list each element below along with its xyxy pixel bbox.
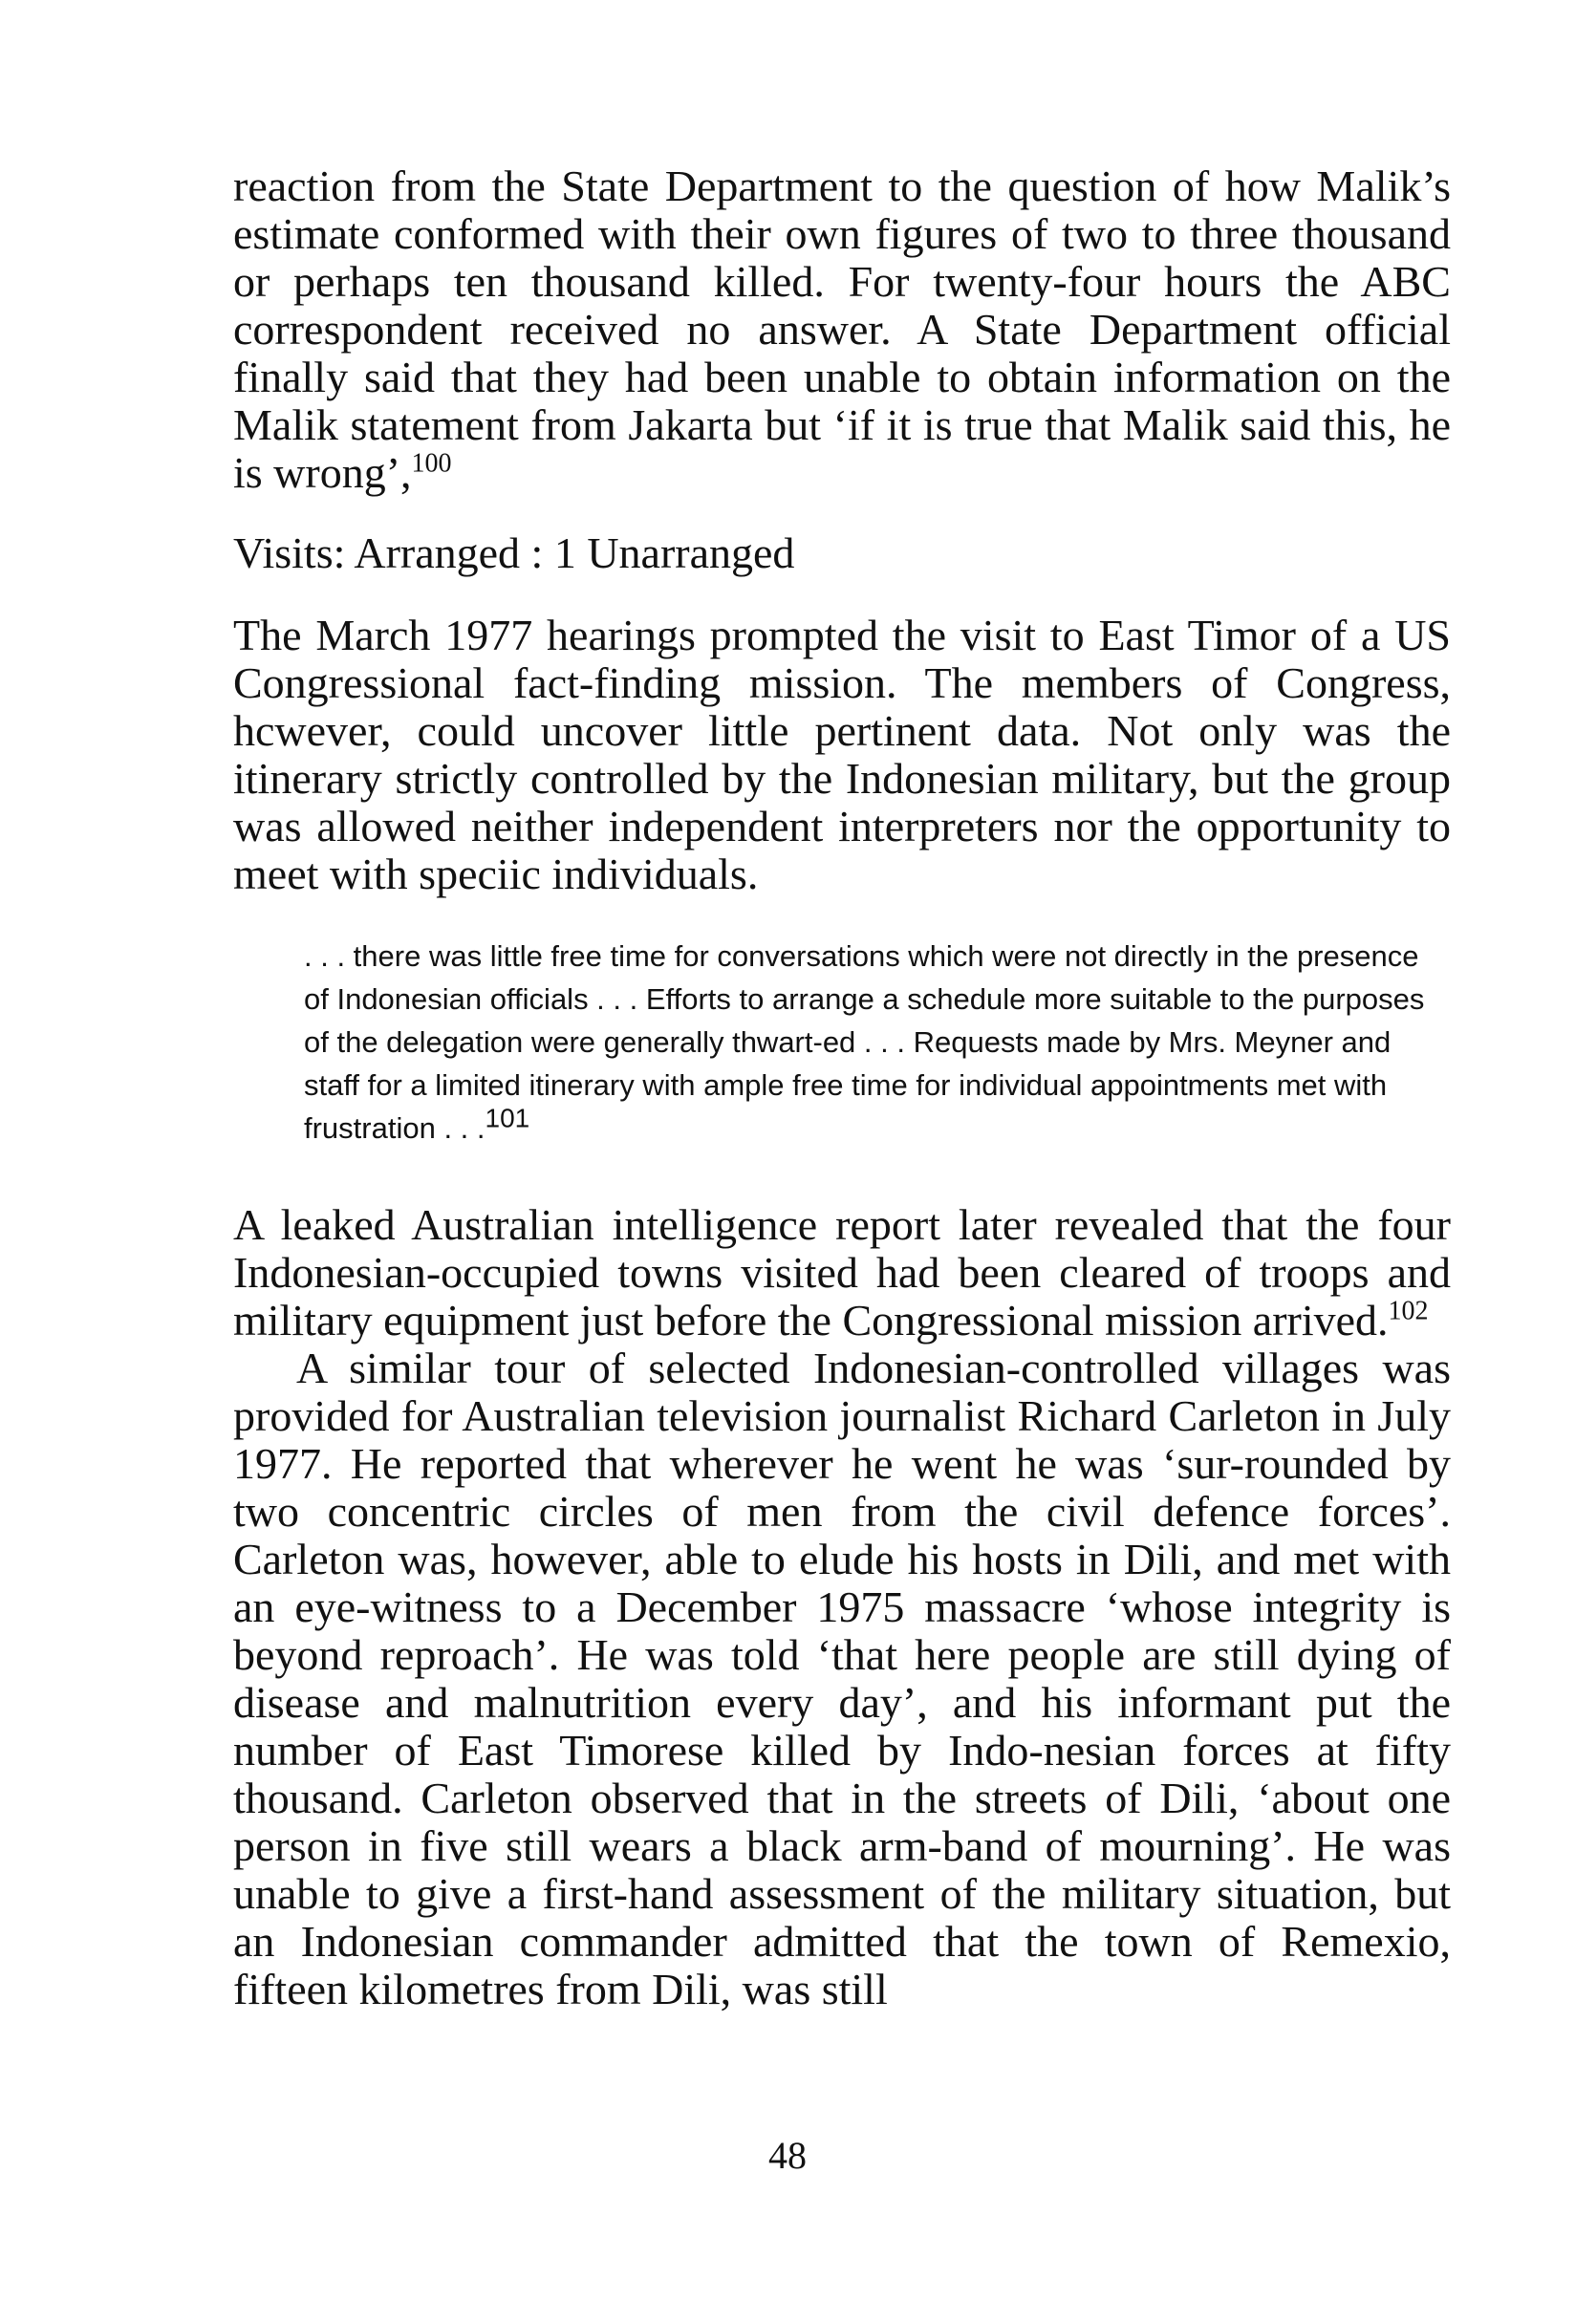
paragraph-congressional-mission: The March 1977 hearings prompted the visit to East Timor of a US Congressional fact-finding mission. The members of Congress, hcwever, could uncover little pertinent data. Not only was the itinerary strictly controlled by the Indonesian military, but the group was allowed neither independent interpreters nor the opportunity to meet with speciic individuals. bbox=[233, 611, 1451, 898]
quote-text: . . . there was little free time for conversations which were not directly in the presence of Indonesian officials . . . Efforts to arrange a schedule more suitable to the purposes of the delegation were generally thwart-ed . . . Requests made by Mrs. Meyner and staff for a limited itinerary with ample free time for individual appointments met with frustration . . . bbox=[304, 939, 1425, 1145]
block-quote bbox=[304, 935, 1451, 1150]
footnote-marker: 101 bbox=[485, 1103, 530, 1133]
paragraph-intelligence-report bbox=[233, 1201, 1451, 1345]
section-heading: Visits: Arranged : 1 Unarranged bbox=[233, 528, 795, 577]
paragraph-state-department bbox=[233, 162, 1451, 497]
text-column bbox=[233, 162, 1451, 2013]
page-number: 48 bbox=[768, 2134, 807, 2177]
footnote-marker: 100 bbox=[411, 448, 452, 479]
paragraph-text: A leaked Australian intelligence report later revealed that the four Indonesian-occupied towns visited had been cleared of troops and military equipment just before the Congressional mission arrived. bbox=[233, 1200, 1451, 1345]
paragraph-text: reaction from the State Department to the question of how Malik’s estimate conformed with their own figures of two to three thousand or perhaps ten thousand killed. For twenty-four hours the ABC correspondent received no answer. A State Department official finally said that they had been unable to obtain information on the Malik statement from Jakarta but ‘if it is true that Malik said this, he is wrong’, bbox=[233, 161, 1451, 497]
paragraph-carleton-tour: A similar tour of selected Indonesian-controlled villages was provided for Australian television journalist Richard Carleton in July 1977. He reported that wherever he went he was ‘sur-rounded by two concentric circles of men from the civil defence forces’. Carleton was, however, able to elude his hosts in Dili, and met with an eye-witness to a December 1975 massacre ‘whose integrity is beyond reproach’. He was told ‘that here people are still dying of disease and malnutrition every day’, and his informant put the number of East Timorese killed by Indo-nesian forces at fifty thousand. Carleton observed that in the streets of Dili, ‘about one person in five still wears a black arm-band of mourning’. He was unable to give a first-hand assessment of the military situation, but an Indonesian commander admitted that the town of Remexio, fifteen kilometres from Dili, was still bbox=[233, 1344, 1451, 2013]
footnote-marker: 102 bbox=[1388, 1296, 1429, 1326]
